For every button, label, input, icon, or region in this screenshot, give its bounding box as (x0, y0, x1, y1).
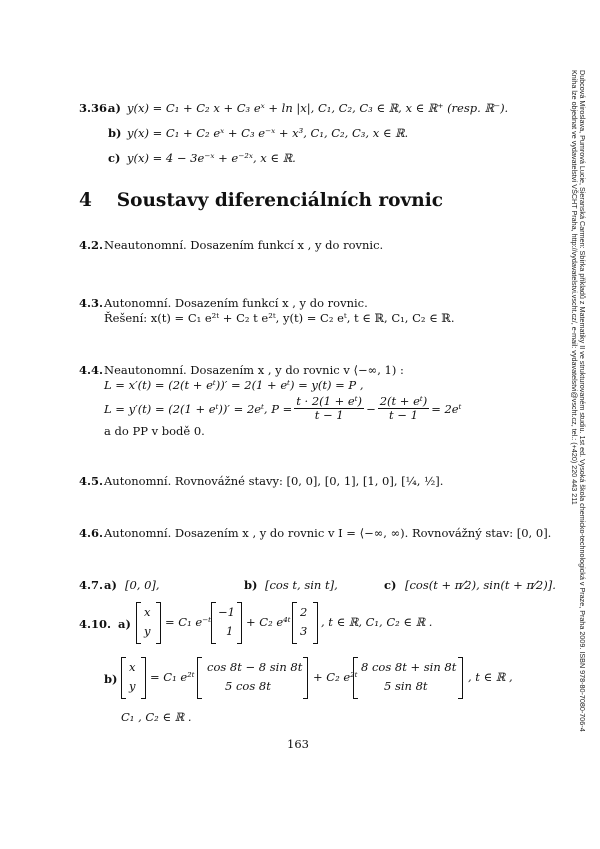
solution-4-3: Řešení: x(t) = C₁ e²ᵗ + C₂ t e²ᵗ, y(t) = C₂ eᵗ, t ∈ ℝ, C₁, C₂ ∈ ℝ. (104, 311, 455, 325)
vector-y: y (144, 624, 151, 638)
vector-b1-bottom: 5 cos 8t (225, 679, 271, 693)
answer-4-5: Autonomní. Rovnovážné stavy: [0, 0], [0, 1], [1, 0], [¼, ½]. (104, 474, 444, 488)
problem-number-4-4: 4.4. (79, 363, 104, 377)
vector-b2-bottom: 5 sin 8t (384, 679, 428, 693)
bracket-left (136, 602, 141, 644)
solution-3-36-a: y(x) = C₁ + C₂ x + C₃ eˣ + ln |x|, C₁, C₂, C₃ ∈ ℝ, x ∈ ℝ⁺ (resp. ℝ⁻). (127, 101, 509, 115)
problem-number-4-7: 4.7. (79, 578, 104, 592)
equation-4-4-line-3: a do PP v bodě 0. (104, 424, 205, 438)
answer-4-4: Neautonomní. Dosazením x , y do rovnic v ⟨−∞, 1) : (104, 363, 404, 377)
problem-number-3-36: 3.36. (79, 101, 112, 115)
problem-number-4-3: 4.3. (79, 296, 104, 310)
bracket-right (458, 657, 463, 699)
section-heading (79, 190, 443, 212)
part-label-a-4-10: a) (118, 617, 131, 631)
side-imprint-text (569, 70, 586, 732)
vector-b1-top: cos 8t − 8 sin 8t (207, 660, 303, 674)
constants-4-10-b: C₁ , C₂ ∈ ℝ . (121, 710, 192, 724)
coefficient-c1-b: = C₁ e²ᵗ (150, 670, 195, 684)
equation-4-4-rhs: = 2eᵗ (431, 401, 462, 416)
bracket-left (197, 657, 202, 699)
bracket-left (211, 602, 216, 644)
bracket-right (141, 657, 146, 699)
part-label-c: c) (108, 151, 121, 165)
side-imprint (569, 70, 588, 830)
vector-b2-top: 8 cos 8t + sin 8t (361, 660, 457, 674)
problem-number-4-6: 4.6. (79, 526, 104, 540)
fraction-2-denominator: t − 1 (389, 408, 418, 422)
side-imprint-line-1: Dubcová Miroslava, Pumrová Lucie, Sieranská Carmen: Sbírka příkladů z Matematiky II ve strukturovaném studiu. 1st ed. Vysoká škola chemicko-technologická v Praze, Praha 2009. ISBN 978-80-7080-706-4 (578, 70, 587, 732)
problem-number-4-2: 4.2. (79, 238, 104, 252)
problem-number-4-10: 4.10. (79, 617, 112, 631)
vector-a2-top: 2 (300, 605, 308, 619)
vector-a1-bottom: 1 (226, 624, 234, 638)
section-number: 4 (79, 190, 92, 211)
fraction-2-numerator: 2(t + eᵗ) (379, 394, 428, 408)
part-label-a-4-7: a) (104, 578, 117, 592)
vector-a1-top: −1 (218, 605, 235, 619)
section-title: Soustavy diferenciálních rovnic (116, 190, 443, 211)
bracket-right (237, 602, 242, 644)
coefficient-c1-a: = C₁ e⁻ᵗ (165, 615, 212, 629)
problem-number-4-5: 4.5. (79, 474, 104, 488)
answer-4-6: Autonomní. Dosazením x , y do rovnic v I = ⟨−∞, ∞). Rovnovážný stav: [0, 0]. (104, 526, 552, 540)
answer-4-7-c: [cos(t + π⁄2), sin(t + π⁄2)]. (405, 578, 556, 592)
solution-3-36-b: y(x) = C₁ + C₂ eˣ + C₃ e⁻ˣ + x³, C₁, C₂, C₃, x ∈ ℝ. (127, 126, 409, 140)
bracket-right (156, 602, 161, 644)
coefficient-c2-a: + C₂ e⁴ᵗ (246, 615, 291, 629)
part-label-b-4-7: b) (244, 578, 258, 592)
part-label-a: a) (108, 101, 121, 115)
domain-4-10-a: , t ∈ ℝ, C₁, C₂ ∈ ℝ . (321, 615, 433, 629)
answer-4-3: Autonomní. Dosazením funkcí x , y do rovnic. (104, 296, 368, 310)
vector-x: x (129, 660, 136, 674)
solution-3-36-c: y(x) = 4 − 3e⁻ˣ + e⁻²ˣ, x ∈ ℝ. (127, 151, 296, 165)
vector-x: x (144, 605, 151, 619)
minus-sign: − (366, 401, 376, 416)
fraction-1 (294, 395, 364, 422)
vector-a2-bottom: 3 (300, 624, 308, 638)
fraction-2 (378, 395, 430, 422)
equation-4-4-lhs: L = y′(t) = (2(1 + eᵗ))′ = 2eᵗ, P = (104, 401, 293, 416)
equation-4-4-line-2 (104, 395, 461, 422)
equation-4-4-line-1: L = x′(t) = (2(t + eᵗ))′ = 2(1 + eᵗ) = y(t) = P , (104, 378, 364, 392)
side-imprint-line-2: Kniha lze objednat ve vydavatelství VŠCHT Praha, http://vydavatelstvi.vscht.cz/, e-mail: vydavatelstvi@vscht.cz, tel.: (+420) 220 443 211 (569, 70, 579, 505)
bracket-right (303, 657, 308, 699)
answer-4-7-a: [0, 0], (125, 578, 160, 592)
fraction-1-numerator: t · 2(1 + eᵗ) (296, 394, 363, 408)
answer-4-2: Neautonomní. Dosazením funkcí x , y do rovnic. (104, 238, 384, 252)
fraction-1-denominator: t − 1 (314, 408, 344, 422)
bracket-right (313, 602, 318, 644)
bracket-left (292, 602, 297, 644)
bracket-left (121, 657, 126, 699)
coefficient-c2-b: + C₂ e²ᵗ (313, 670, 358, 684)
part-label-b-4-10: b) (104, 672, 118, 686)
bracket-left (353, 657, 358, 699)
part-label-b: b) (108, 126, 122, 140)
part-label-c-4-7: c) (384, 578, 397, 592)
vector-y: y (129, 679, 136, 693)
answer-4-7-b: [cos t, sin t], (265, 578, 338, 592)
page-number: 163 (287, 737, 309, 751)
domain-4-10-b: , t ∈ ℝ , (468, 670, 513, 684)
